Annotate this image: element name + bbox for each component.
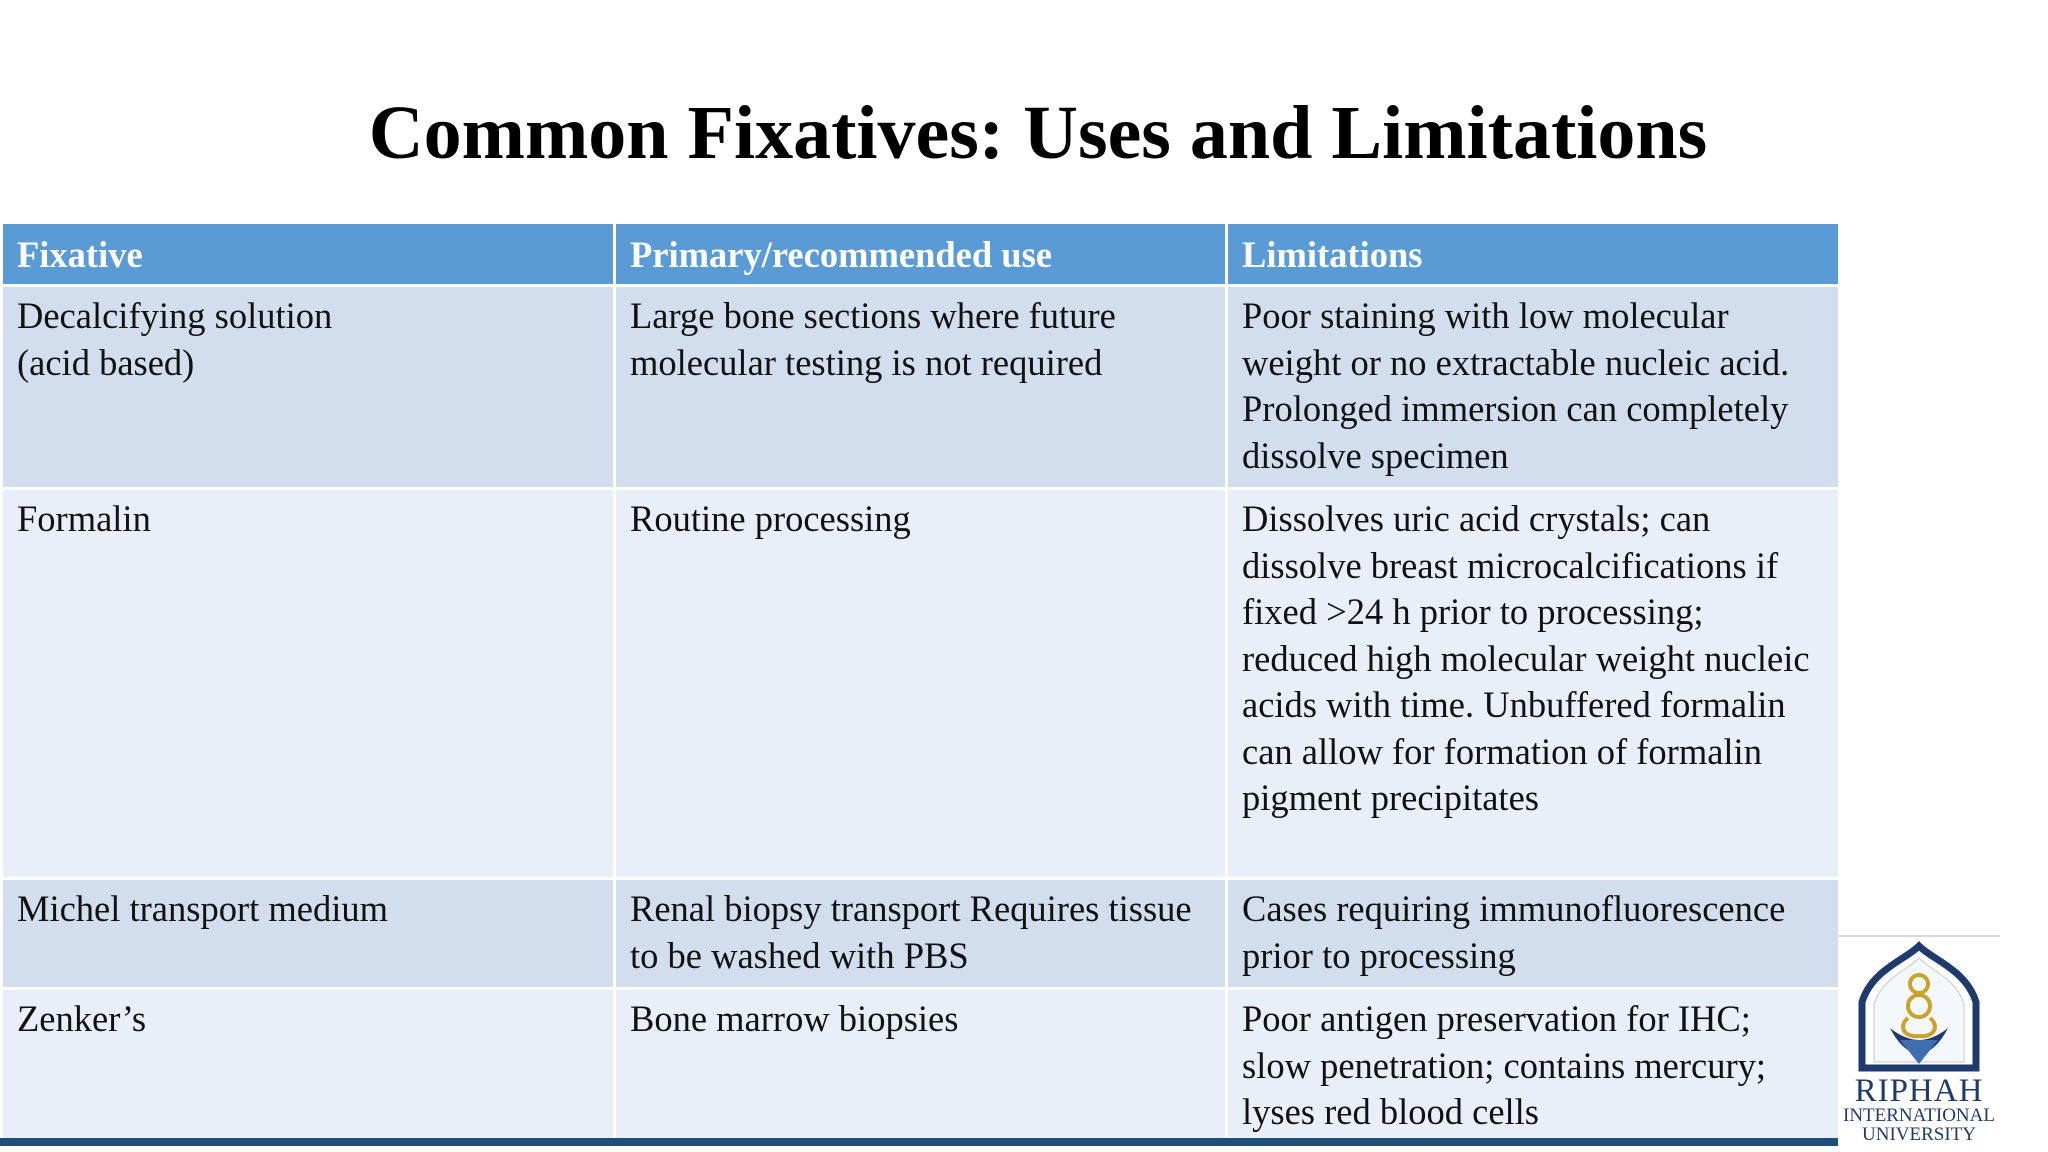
bottom-accent-bar (0, 1138, 1838, 1146)
cell-use-text: Routine processing (630, 498, 911, 539)
header-primary-use: Primary/recommended use (615, 223, 1227, 286)
cell-use (615, 989, 1227, 1146)
cell-limitations (1227, 879, 1840, 989)
table-row (2, 286, 1840, 489)
cell-use (615, 879, 1227, 989)
cell-limitations (1227, 989, 1840, 1146)
cell-fixative-text: Zenker’s (17, 998, 147, 1039)
logo-text-international: INTERNATIONAL (1843, 1105, 1995, 1126)
logo-text-riphah: RIPHAH (1854, 1073, 1984, 1109)
cell-limitations-text: Dissolves uric acid crystals; can dissolve breast microcalcifications if fixed >24 h prior to processing; reduced high molecular weight nucleic acids with time. Unbuffered formalin can allow for formation of formalin pigment precipitates (1242, 498, 1810, 818)
cell-fixative (2, 879, 615, 989)
cell-use (615, 286, 1227, 489)
cell-limitations-text: Poor staining with low molecular weight or no extractable nucleic acid. Prolonged immersion can completely dissolve specimen (1242, 295, 1790, 476)
cell-use-text: Bone marrow biopsies (630, 998, 959, 1039)
cell-fixative-text: Michel transport medium (17, 888, 389, 929)
header-fixative: Fixative (2, 223, 615, 286)
table-row (2, 989, 1840, 1146)
cell-fixative (2, 489, 615, 879)
table-row (2, 489, 1840, 879)
fixatives-table (0, 221, 1841, 1147)
table-row (2, 879, 1840, 989)
cell-limitations-text: Poor antigen preservation for IHC; slow penetration; contains mercury; lyses red blood cells (1242, 998, 1767, 1132)
cell-fixative (2, 286, 615, 489)
cell-use-text: Renal biopsy transport Requires tissue to be washed with PBS (630, 888, 1192, 976)
cell-use-text: Large bone sections where future molecular testing is not required (630, 295, 1116, 383)
cell-limitations (1227, 489, 1840, 879)
cell-fixative-text: Decalcifying solution (acid based) (17, 295, 333, 383)
cell-fixative (2, 989, 615, 1146)
cell-use (615, 489, 1227, 879)
cell-limitations-text: Cases requiring immunofluorescence prior to processing (1242, 888, 1786, 976)
table-header-row (2, 223, 1840, 286)
header-limitations: Limitations (1227, 223, 1840, 286)
logo-text-university: UNIVERSITY (1862, 1124, 1976, 1145)
cell-limitations (1227, 286, 1840, 489)
logo-divider (1838, 935, 2000, 937)
cell-fixative-text: Formalin (17, 498, 151, 539)
slide-title: Common Fixatives: Uses and Limitations (368, 91, 1708, 175)
